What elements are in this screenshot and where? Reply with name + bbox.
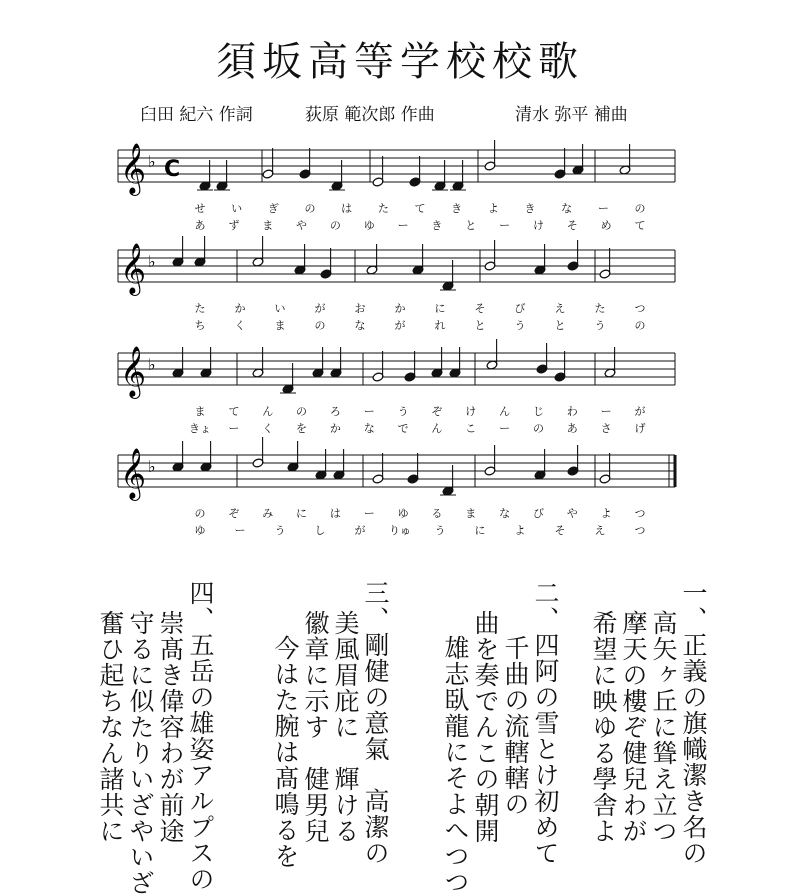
verse-4-line-2: 崇髙き偉容わが前途 [156,610,185,844]
lyric-syllable: か [394,302,406,315]
lyric-syllable: ー [228,422,240,435]
lyric-syllable: な [363,422,375,435]
lyric-syllable: し [314,524,326,537]
staff-4 [118,437,675,537]
lyric-syllable: りゅ [389,524,411,537]
lyric-syllable: げ [634,422,646,435]
lyric-syllable: に [296,507,308,520]
lyric-syllable: ゆ [194,524,206,537]
lyric-syllable: や [566,507,578,520]
lyric-syllable: が [354,524,366,537]
lyric-syllable: そ [474,302,486,315]
lyric-syllable: た [594,302,606,315]
verses [0,580,800,896]
lyric-syllable: ぞ [228,507,240,520]
lyric-syllable: う [514,319,526,332]
lyric-syllable: え [554,302,566,315]
lyric-syllable: ー [499,219,511,232]
lyric-syllable: び [532,507,544,520]
lyric-syllable: じ [532,405,544,418]
lyric-syllable: き [524,202,536,215]
lyric-syllable: ー [597,202,609,215]
lyric-syllable: あ [194,219,206,232]
lyric-syllable: の [194,507,206,520]
lyric-syllable: や [296,219,308,232]
lyric-syllable: う [594,319,606,332]
lyric-syllable: て [414,202,426,215]
flat-icon: ♭ [148,457,156,476]
lyric-syllable: ろ [329,405,341,418]
lyric-syllable: の [634,202,646,215]
verse-3-line-3: 徽章に示す 健男兒 [301,610,330,844]
lyric-syllable: い [274,302,286,315]
staff-1 [118,140,675,232]
staff-2 [118,236,675,332]
lyric-syllable: わ [566,405,578,418]
lyric-syllable: の [532,422,544,435]
lyric-syllable: ゆ [363,219,375,232]
lyric-syllable: う [397,405,409,418]
lyric-syllable: きょ [189,422,211,435]
lyric-syllable: に [474,524,486,537]
lyric-syllable: ま [465,507,477,520]
lyric-syllable: ん [499,405,511,418]
lyric-syllable: い [231,202,243,215]
arranger-credit: 清水 弥平 補曲 [515,105,628,125]
lyric-syllable: と [554,319,566,332]
lyric-syllable: ま [194,405,206,418]
lyric-syllable: は [329,507,341,520]
lyric-syllable: お [354,302,366,315]
lyric-syllable: れ [434,319,446,332]
verse-4-line-3: 守るに似たりいざやいざ [126,610,155,896]
lyric-syllable: ゆ [397,507,409,520]
lyric-syllable: の [314,319,326,332]
music-score [0,140,800,540]
lyric-syllable: の [296,405,308,418]
lyric-syllable: と [474,319,486,332]
lyric-syllable: ま [262,219,274,232]
lyric-syllable: せ [194,202,206,215]
lyric-syllable: ー [600,405,612,418]
lyric-syllable: か [234,302,246,315]
lyric-syllable: が [634,405,646,418]
lyric-syllable: こ [465,422,477,435]
lyric-syllable: ん [262,405,274,418]
lyric-syllable: て [228,405,240,418]
treble-clef-icon: 𝄞 [120,346,147,397]
lyric-syllable: ま [274,319,286,332]
lyric-syllable: ぞ [431,405,443,418]
lyric-syllable: つ [634,507,646,520]
lyric-syllable: け [465,405,477,418]
lyric-syllable: な [561,202,573,215]
lyric-syllable: く [234,319,246,332]
treble-clef-icon: 𝄞 [120,243,147,294]
lyric-syllable: ー [363,507,375,520]
lyric-syllable: な [499,507,511,520]
lyric-syllable: は [341,202,353,215]
lyric-syllable: つ [634,524,646,537]
treble-clef-icon: 𝄞 [120,448,147,499]
staff-3 [118,339,675,435]
flat-icon: ♭ [148,152,156,171]
verse-4-line-1: 四、五岳の雄姿アルプスの [186,580,215,892]
flat-icon: ♭ [148,252,156,271]
lyric-syllable: が [394,319,406,332]
lyric-syllable: よ [514,524,526,537]
lyric-syllable: ー [234,524,246,537]
lyric-syllable: で [397,422,409,435]
lyric-syllable: う [434,524,446,537]
verse-2-line-3: 曲を奏でんこの朝開 [471,610,500,844]
lyric-syllable: か [329,422,341,435]
verse-1-line-4: 希望に映ゆる學舎よ [589,610,618,844]
lyric-syllable: そ [554,524,566,537]
verse-3-line-4: 今はた腕は髙鳴るを [271,635,300,869]
verse-1-line-2: 高矢ヶ丘に聳え立つ [649,610,678,844]
flat-icon: ♭ [148,355,156,374]
time-signature: C [164,157,181,182]
verse-3-line-2: 美風眉庇に 輝ける [331,610,360,844]
lyric-syllable: ー [499,422,511,435]
lyric-syllable: み [262,507,274,520]
verse-1-line-1: 一、正義の旗幟潔き名の [679,580,708,866]
lyric-syllable: な [354,319,366,332]
lyric-syllable: た [377,202,389,215]
credits [0,100,800,124]
lyric-syllable: た [194,302,206,315]
lyric-syllable: き [451,202,463,215]
treble-clef-icon: 𝄞 [120,143,147,194]
lyric-syllable: つ [634,302,646,315]
verse-2-line-2: 千曲の流轄轄の [501,635,530,817]
lyric-syllable: め [600,219,612,232]
verse-3-line-1: 三、剛健の意氣 高潔の [361,580,390,866]
lyric-syllable: の [329,219,341,232]
lyric-syllable: と [465,219,477,232]
lyric-syllable: て [634,219,646,232]
lyric-syllable: の [304,202,316,215]
lyric-syllable: け [532,219,544,232]
lyric-syllable: ん [431,422,443,435]
lyric-syllable: に [434,302,446,315]
lyric-syllable: き [431,219,443,232]
lyricist-credit: 臼田 紀六 作詞 [140,105,253,125]
lyric-syllable: う [274,524,286,537]
song-title: 須坂高等学校校歌 [216,39,584,85]
lyric-syllable: の [634,319,646,332]
lyric-syllable: さ [600,422,612,435]
verse-2-line-4: 雄志臥龍にそよへつつ [441,635,470,895]
lyric-syllable: ぎ [267,202,279,215]
lyric-syllable: く [262,422,274,435]
verse-1-line-3: 摩天の樓ぞ健兒わが [619,610,648,844]
lyric-syllable: る [431,507,443,520]
lyric-syllable: が [314,302,326,315]
lyric-syllable: そ [566,219,578,232]
verse-2-line-1: 二、四阿の雪とけ初めて [531,580,560,866]
lyric-syllable: よ [487,202,499,215]
lyric-syllable: び [514,302,526,315]
lyric-syllable: よ [600,507,612,520]
composer-credit: 荻原 範次郎 作曲 [305,105,435,125]
lyric-syllable: ち [194,319,206,332]
lyric-syllable: ず [228,219,240,232]
lyric-syllable: を [296,422,308,435]
lyric-syllable: え [594,524,606,537]
lyric-syllable: ー [363,405,375,418]
lyric-syllable: ー [397,219,409,232]
lyric-syllable: あ [566,422,578,435]
verse-4-line-4: 奮ひ起ちなん諸共に [96,610,125,844]
